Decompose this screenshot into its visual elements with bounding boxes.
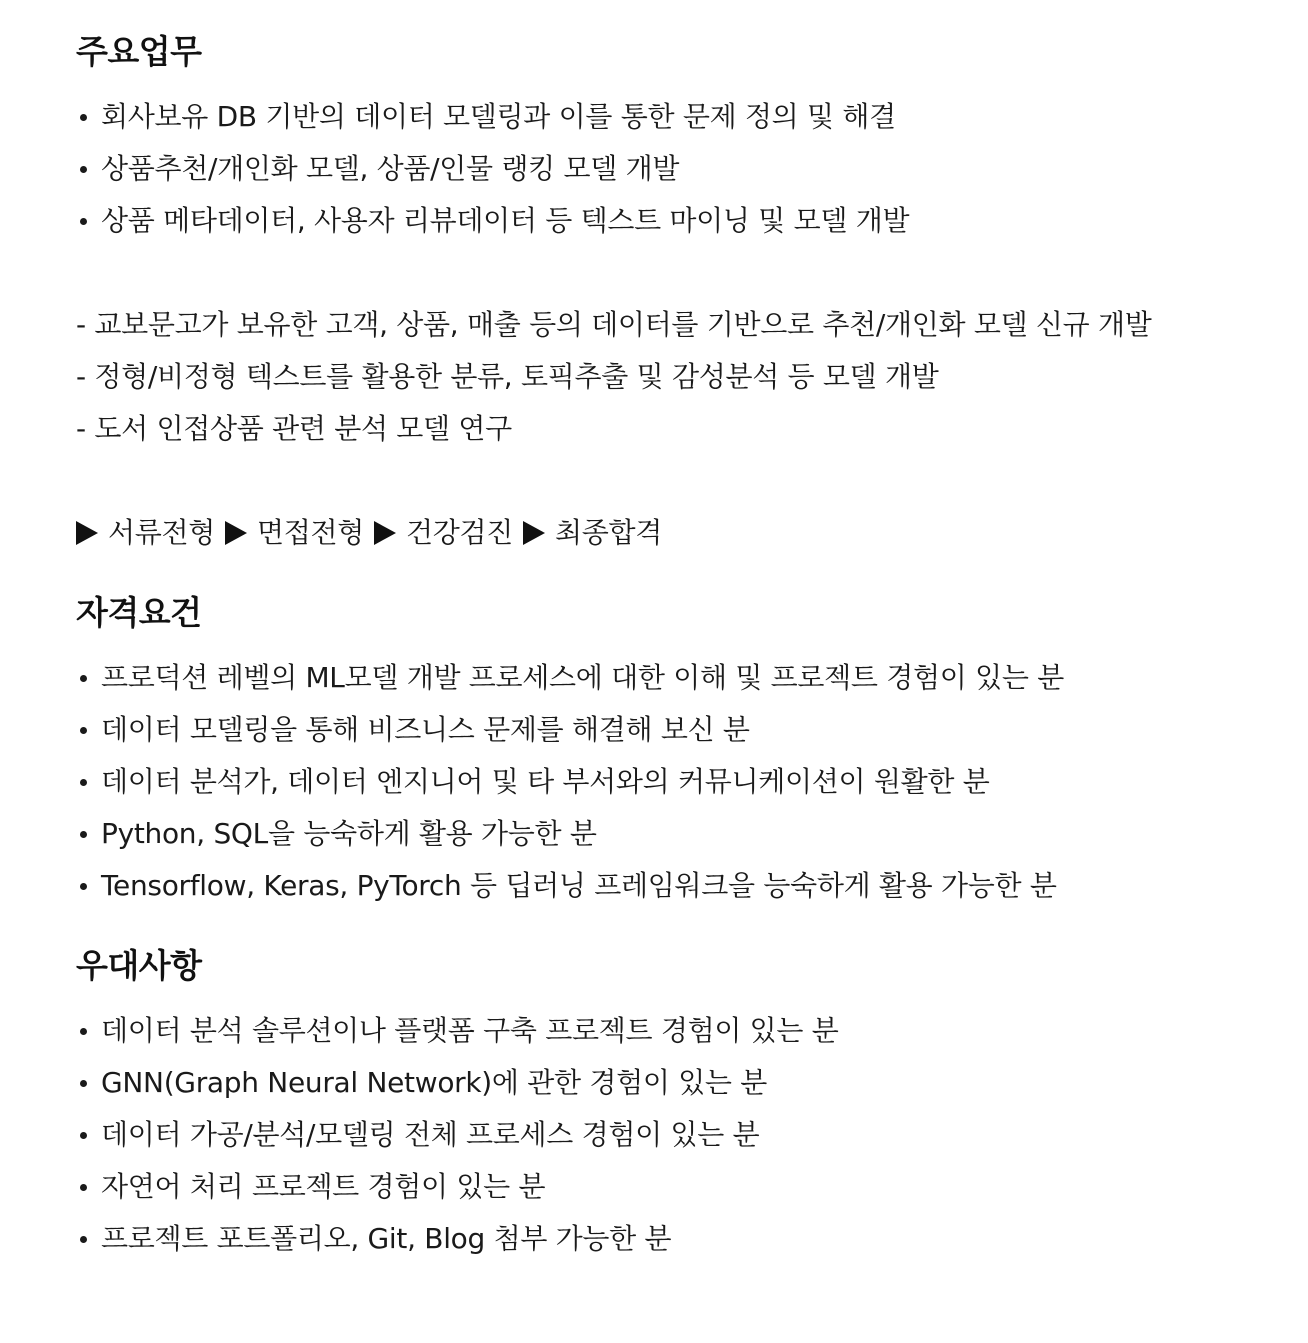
process-step: 건강검진 [406,516,513,549]
arrow-right-icon [523,521,545,545]
arrow-right-icon [76,521,98,545]
bullet-icon [80,1028,87,1035]
bullet-icon [80,1236,87,1243]
process-step: 면접전형 [257,516,364,549]
list-item: GNN(Graph Neural Network)에 관한 경험이 있는 분 [76,1057,1276,1109]
main-tasks-detail-list [76,299,1276,455]
list-item: 프로덕션 레벨의 ML모델 개발 프로세스에 대한 이해 및 프로젝트 경험이 있는 분 [76,652,1276,704]
qualifications-heading: 자격요건 [76,593,202,632]
list-item: 상품추천/개인화 모델, 상품/인물 랭킹 모델 개발 [76,143,1276,195]
process-step: 최종합격 [555,516,662,549]
preferred-list [76,1005,1276,1265]
main-tasks-heading: 주요업무 [76,32,202,71]
bullet-icon [80,218,87,225]
bullet-icon [80,1080,87,1087]
detail-line: - 교보문고가 보유한 고객, 상품, 매출 등의 데이터를 기반으로 추천/개인화 모델 신규 개발 [76,308,1152,341]
list-item: 자연어 처리 프로젝트 경험이 있는 분 [76,1161,1276,1213]
arrow-right-icon [374,521,396,545]
process-step: 서류전형 [108,516,215,549]
bullet-icon [80,779,87,786]
main-tasks-list [76,91,1276,247]
main-tasks-section [76,26,1276,559]
arrow-right-icon [225,521,247,545]
list-item: Python, SQL을 능숙하게 활용 가능한 분 [76,808,1276,860]
detail-line: - 정형/비정형 텍스트를 활용한 분류, 토픽추출 및 감성분석 등 모델 개발 [76,360,939,393]
bullet-icon [80,675,87,682]
detail-line: - 도서 인접상품 관련 분석 모델 연구 [76,412,512,445]
list-item: 회사보유 DB 기반의 데이터 모델링과 이를 통한 문제 정의 및 해결 [76,91,1276,143]
list-item: 데이터 분석가, 데이터 엔지니어 및 타 부서와의 커뮤니케이션이 원활한 분 [76,756,1276,808]
list-item: 상품 메타데이터, 사용자 리뷰데이터 등 텍스트 마이닝 및 모델 개발 [76,195,1276,247]
preferred-heading: 우대사항 [76,946,202,985]
qualifications-section [76,587,1276,912]
preferred-section [76,940,1276,1265]
list-item: 데이터 모델링을 통해 비즈니스 문제를 해결해 보신 분 [76,704,1276,756]
bullet-icon [80,883,87,890]
list-item: 프로젝트 포트폴리오, Git, Blog 첨부 가능한 분 [76,1213,1276,1265]
list-item: 데이터 분석 솔루션이나 플랫폼 구축 프로젝트 경험이 있는 분 [76,1005,1276,1057]
hiring-process [76,507,1276,559]
list-item: 데이터 가공/분석/모델링 전체 프로세스 경험이 있는 분 [76,1109,1276,1161]
bullet-icon [80,1132,87,1139]
bullet-icon [80,831,87,838]
bullet-icon [80,1184,87,1191]
bullet-icon [80,727,87,734]
job-posting-content [76,26,1276,1265]
qualifications-list [76,652,1276,912]
bullet-icon [80,114,87,121]
list-item: Tensorflow, Keras, PyTorch 등 딥러닝 프레임워크을 능숙하게 활용 가능한 분 [76,860,1276,912]
bullet-icon [80,166,87,173]
